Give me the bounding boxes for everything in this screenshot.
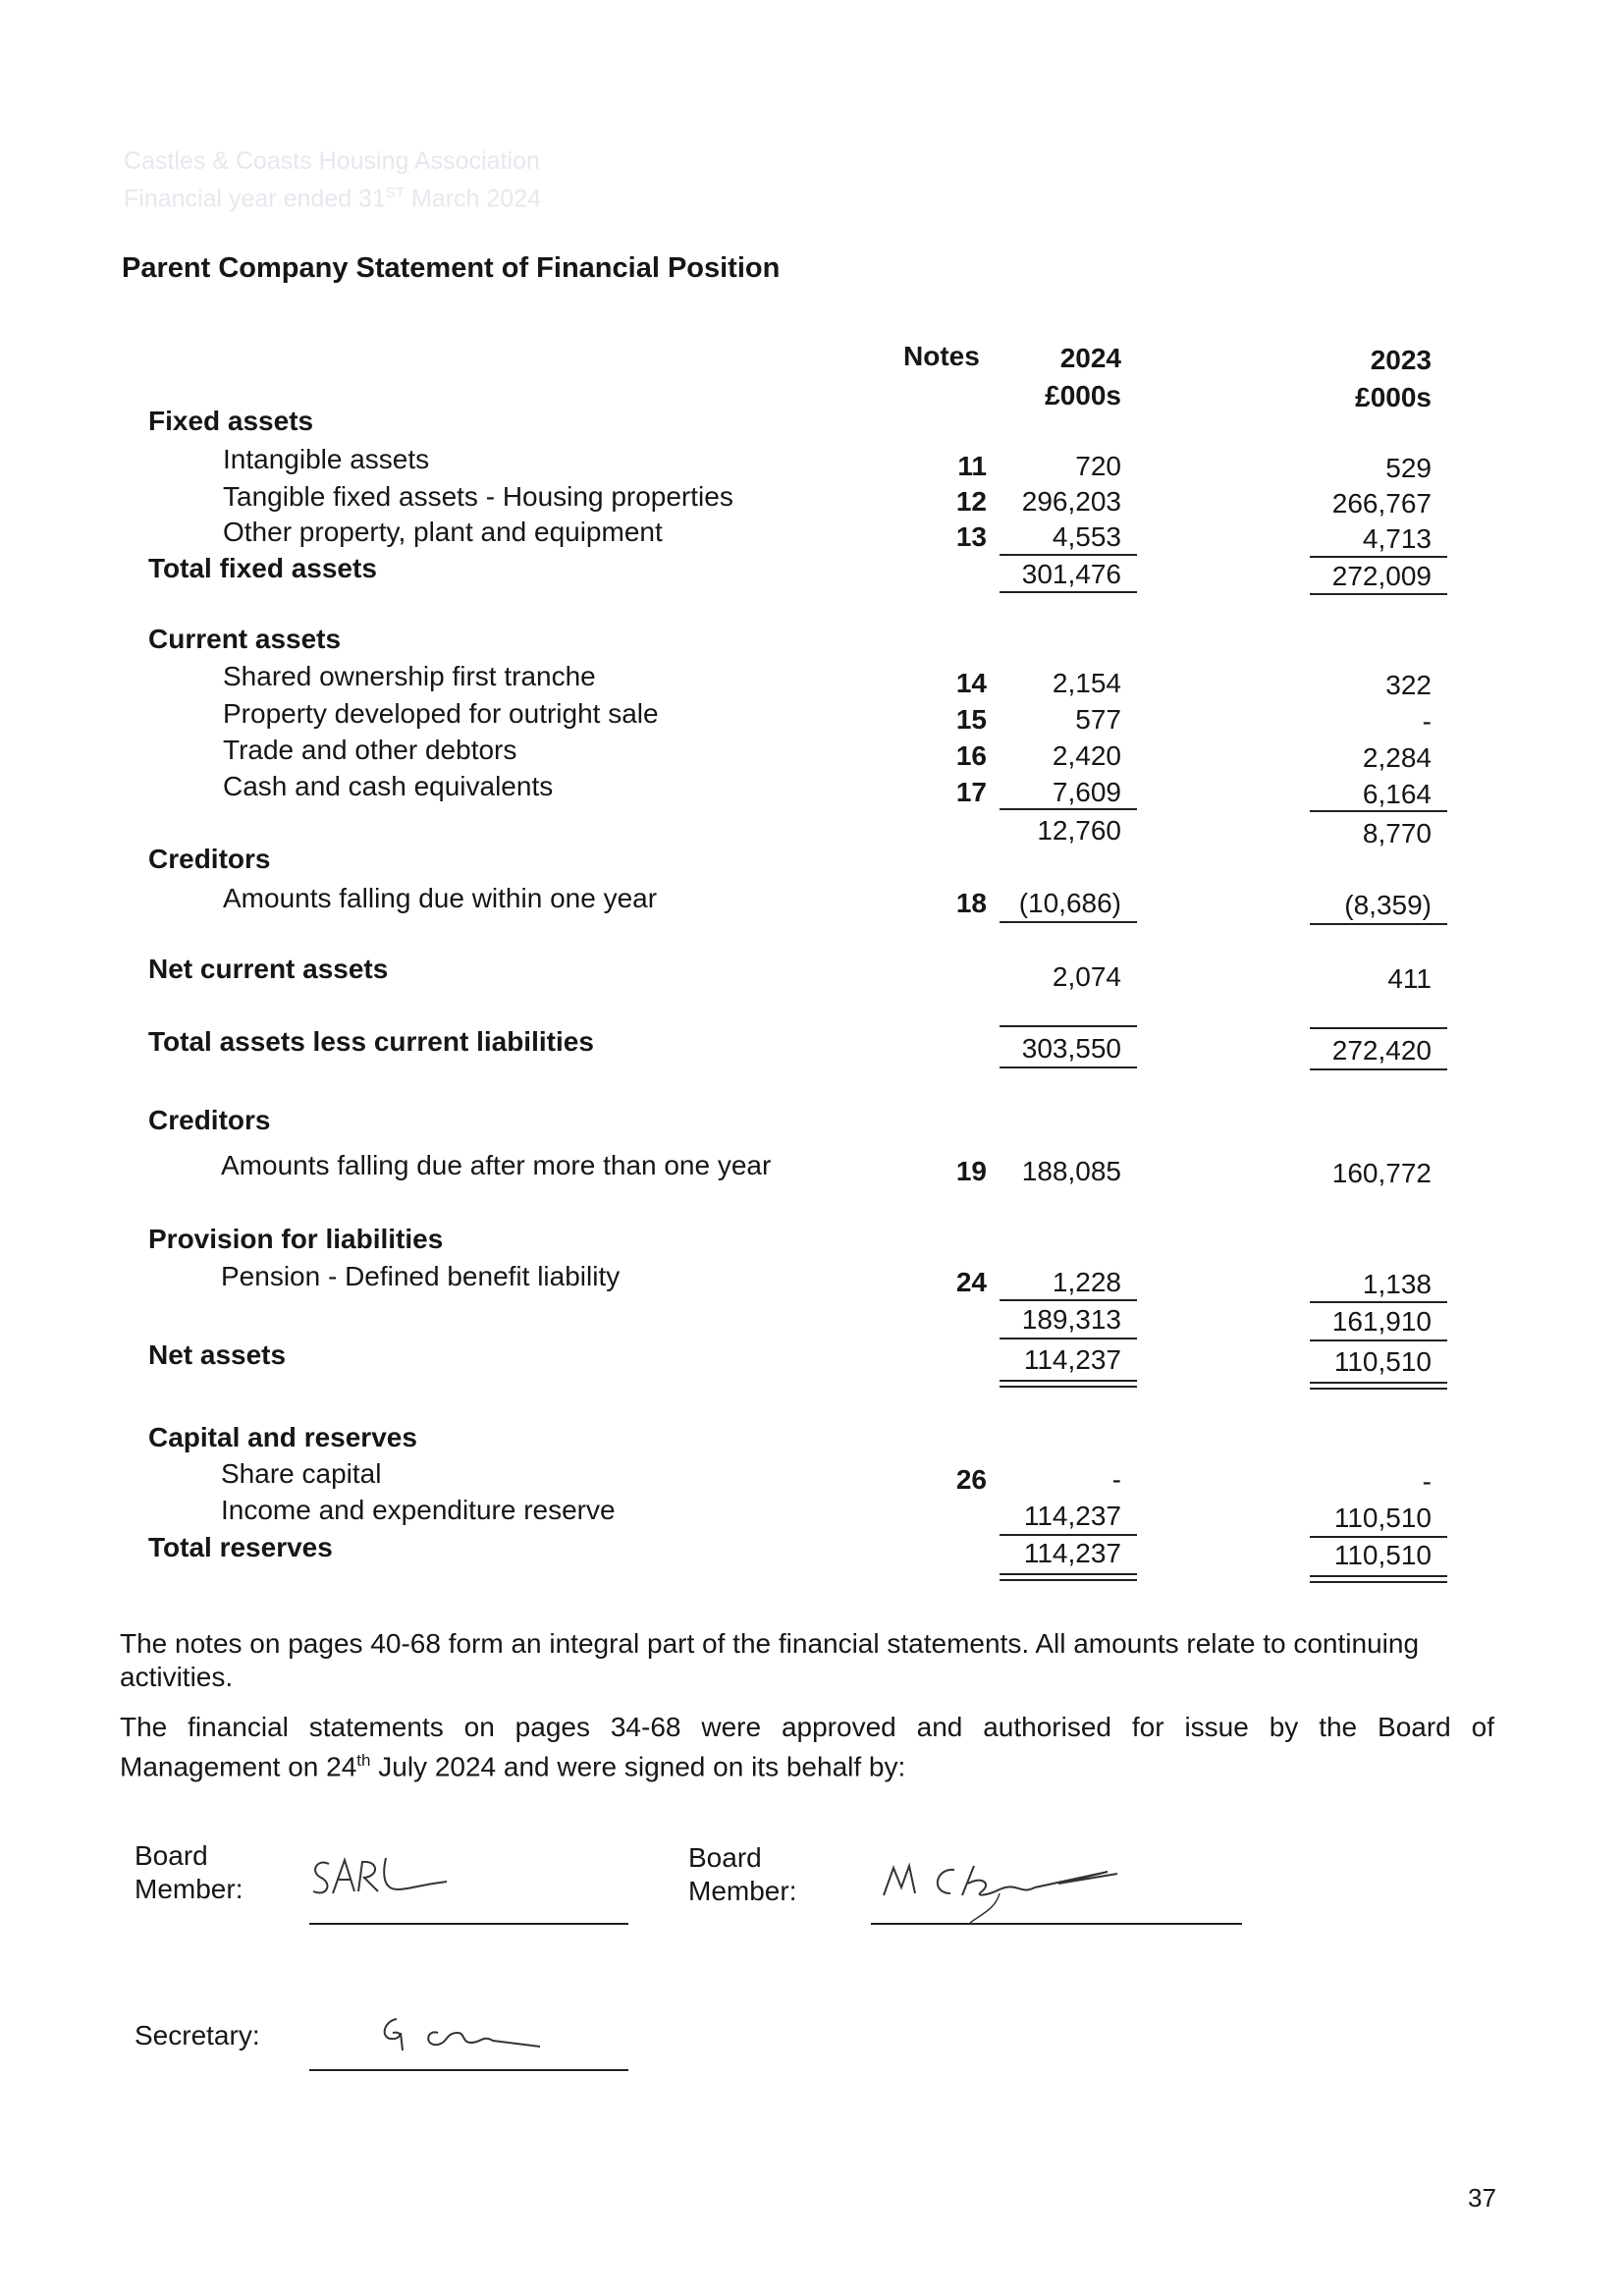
board-member-2-line-2: Member: [688, 1876, 797, 1906]
provisions-subtotal-2023: 161,910 [1331, 1306, 1432, 1337]
creditors-short-heading: Creditors [148, 844, 271, 874]
row-value-2024: 2,420 [1052, 740, 1121, 771]
footnote-1-line-2: activities. [120, 1662, 234, 1692]
row-note: 13 [955, 521, 987, 552]
row-value-2023: - [1422, 1466, 1432, 1497]
row-label: Trade and other debtors [223, 735, 517, 765]
creditors-long-label: Amounts falling due after more than one year [221, 1150, 772, 1180]
total-fixed-assets-2024: 301,476 [1021, 559, 1121, 589]
rule [1310, 1027, 1447, 1029]
rule [1000, 1025, 1137, 1027]
row-note: 15 [955, 704, 987, 735]
creditors-long-note: 19 [955, 1156, 987, 1186]
row-value-2023: 529 [1385, 453, 1432, 483]
pension-2023: 1,138 [1362, 1269, 1432, 1299]
board-member-2-signature [872, 1854, 1166, 1933]
year-2024-unit: £000s [1045, 380, 1121, 410]
net-current-assets-label: Net current assets [148, 954, 389, 984]
footnote-2-line-2 [120, 1744, 1494, 1783]
footnote-approval [120, 1711, 1494, 1783]
row-label: Shared ownership first tranche [223, 661, 596, 691]
row-note: 12 [955, 486, 987, 517]
rule [1000, 1579, 1137, 1581]
rule [1310, 1581, 1447, 1583]
row-label: Share capital [221, 1458, 382, 1489]
rule [1000, 1380, 1137, 1382]
board-member-1-label [135, 1839, 243, 1906]
rule [1310, 1339, 1447, 1341]
footnote-notes-pages [120, 1627, 1494, 1694]
board-member-2-label [688, 1841, 796, 1908]
current-assets-heading: Current assets [148, 624, 342, 654]
period-sup: ST [385, 185, 406, 201]
rule [1000, 1066, 1137, 1068]
net-assets-2024: 114,237 [1023, 1344, 1121, 1375]
secretary-label: Secretary: [135, 2020, 260, 2050]
board-member-2-line-1: Board [688, 1842, 762, 1873]
row-label: Income and expenditure reserve [221, 1495, 616, 1525]
net-assets-2023: 110,510 [1333, 1346, 1432, 1377]
rule [1310, 1301, 1447, 1303]
secretary-signature [373, 2007, 550, 2066]
row-label: Cash and cash equivalents [223, 771, 554, 801]
approval-date-sup: th [356, 1751, 371, 1770]
row-value-2023: 266,767 [1331, 488, 1432, 519]
rule [1000, 921, 1137, 923]
rule [1000, 591, 1137, 593]
board-member-1-line-1: Board [135, 1840, 208, 1871]
board-member-2-signature-line [871, 1923, 1242, 1925]
current-assets-subtotal-2024: 12,760 [1037, 815, 1121, 846]
rule [1000, 1386, 1137, 1388]
footnote-2-line-1: The financial statements on pages 34-68 were approved and authorised for issue by the Board of [120, 1712, 1494, 1742]
total-fixed-assets-2023: 272,009 [1331, 561, 1432, 591]
rule [1310, 1382, 1447, 1384]
row-label: Intangible assets [223, 444, 430, 474]
footnote-1-line-1: The notes on pages 40-68 form an integral part of the financial statements. All amounts relate to continuing [120, 1628, 1420, 1659]
rule [1000, 554, 1137, 556]
row-note: 17 [955, 777, 987, 807]
pension-2024: 1,228 [1052, 1267, 1121, 1297]
row-label: Property developed for outright sale [223, 698, 659, 729]
total-assets-less-cl-2024: 303,550 [1021, 1033, 1121, 1064]
approval-date-prefix: Management on 24 [120, 1751, 357, 1782]
provisions-subtotal-2024: 189,313 [1021, 1304, 1121, 1335]
notes-column-header: Notes [903, 341, 980, 371]
row-note: 16 [955, 740, 987, 771]
rule [1310, 1068, 1447, 1070]
row-value-2023: 110,510 [1333, 1503, 1432, 1533]
approval-date-suffix: July 2024 and were signed on its behalf by: [370, 1751, 906, 1782]
organisation-name: Castles & Coasts Housing Association [124, 147, 540, 175]
fixed-assets-heading: Fixed assets [148, 406, 314, 436]
rule [1310, 923, 1447, 925]
row-note: 14 [955, 668, 987, 698]
row-value-2023: 2,284 [1362, 742, 1432, 773]
total-reserves-2024: 114,237 [1023, 1538, 1121, 1568]
row-label: Other property, plant and equipment [223, 517, 663, 547]
rule [1000, 1338, 1137, 1339]
rule [1310, 593, 1447, 595]
rule [1000, 808, 1137, 810]
total-reserves-2023: 110,510 [1333, 1540, 1432, 1570]
provisions-heading: Provision for liabilities [148, 1224, 444, 1254]
row-value-2024: 7,609 [1052, 777, 1121, 807]
net-current-assets-2024: 2,074 [1052, 961, 1121, 992]
period-suffix: March 2024 [405, 185, 541, 213]
rule [1310, 1536, 1447, 1538]
page-number: 37 [1468, 2183, 1496, 2213]
year-2023-header: 2023 [1370, 345, 1432, 375]
row-value-2024: 720 [1075, 451, 1121, 481]
total-assets-less-cl-2023: 272,420 [1331, 1035, 1432, 1066]
secretary-signature-line [309, 2069, 628, 2071]
rule [1310, 1575, 1447, 1577]
net-current-assets-2023: 411 [1387, 963, 1432, 994]
board-member-1-signature-line [309, 1923, 628, 1925]
row-value-2024: 2,154 [1052, 668, 1121, 698]
row-value-2023: - [1422, 706, 1432, 737]
capital-reserves-heading: Capital and reserves [148, 1422, 417, 1452]
page-title: Parent Company Statement of Financial Position [122, 252, 781, 284]
creditors-short-2024: (10,686) [1018, 888, 1121, 918]
row-value-2024: 4,553 [1052, 521, 1121, 552]
creditors-short-label: Amounts falling due within one year [223, 883, 658, 913]
rule [1310, 810, 1447, 812]
pension-note: 24 [955, 1267, 987, 1297]
creditors-short-2023: (8,359) [1344, 890, 1432, 920]
year-2024-header: 2024 [1059, 343, 1121, 373]
total-assets-less-cl-label: Total assets less current liabilities [148, 1026, 594, 1057]
rule [1310, 1388, 1447, 1390]
rule [1310, 556, 1447, 558]
creditors-short-note: 18 [955, 888, 987, 918]
row-value-2023: 322 [1385, 670, 1432, 700]
net-assets-label: Net assets [148, 1339, 287, 1370]
row-value-2024: 296,203 [1021, 486, 1121, 517]
pension-label: Pension - Defined benefit liability [221, 1261, 621, 1291]
row-label: Tangible fixed assets - Housing properties [223, 481, 733, 512]
row-value-2024: - [1111, 1464, 1121, 1495]
board-member-1-signature [299, 1846, 496, 1915]
year-2023-unit: £000s [1355, 382, 1432, 412]
period-prefix: Financial year ended 31 [124, 185, 386, 213]
row-value-2023: 4,713 [1362, 523, 1432, 554]
financial-period [124, 185, 541, 213]
total-fixed-assets-label: Total fixed assets [148, 553, 377, 583]
creditors-long-heading: Creditors [148, 1105, 271, 1135]
rule [1000, 1299, 1137, 1301]
current-assets-subtotal-2023: 8,770 [1362, 818, 1432, 848]
row-note: 26 [955, 1464, 987, 1495]
board-member-1-line-2: Member: [135, 1874, 243, 1904]
row-value-2024: 577 [1075, 704, 1121, 735]
row-value-2023: 6,164 [1362, 779, 1432, 809]
row-note: 11 [957, 451, 987, 481]
creditors-long-2023: 160,772 [1331, 1158, 1432, 1188]
row-value-2024: 114,237 [1023, 1501, 1121, 1531]
creditors-long-2024: 188,085 [1021, 1156, 1121, 1186]
total-reserves-label: Total reserves [148, 1532, 333, 1562]
rule [1000, 1534, 1137, 1536]
rule [1000, 1573, 1137, 1575]
